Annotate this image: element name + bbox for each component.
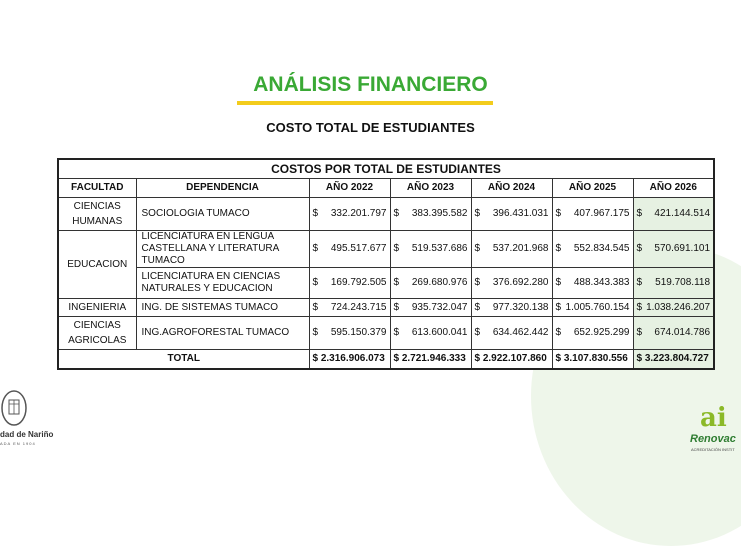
university-founded: ADA EN 1904	[0, 441, 36, 446]
value-cell: $ 935.732.047	[390, 299, 471, 317]
column-header-2023: AÑO 2023	[390, 179, 471, 198]
facultad-cell: INGENIERIA	[58, 299, 136, 317]
column-header-2022: AÑO 2022	[309, 179, 390, 198]
facultad-cell: EDUCACION	[58, 231, 136, 299]
value-cell: $ 613.600.041	[390, 317, 471, 350]
facultad-cell: CIENCIAS HUMANAS	[58, 198, 136, 231]
dependencia-cell: LICENCIATURA EN LENGUA CASTELLANA Y LITERATURA TUMACO	[136, 231, 309, 268]
total-label: TOTAL	[58, 350, 309, 370]
facultad-cell: CIENCIAS AGRICOLAS	[58, 317, 136, 350]
value-cell: $ 595.150.379	[309, 317, 390, 350]
dependencia-cell: ING. DE SISTEMAS TUMACO	[136, 299, 309, 317]
value-cell: $ 169.792.505	[309, 268, 390, 299]
dependencia-cell: SOCIOLOGIA TUMACO	[136, 198, 309, 231]
costs-table	[57, 158, 715, 370]
table-row	[58, 299, 714, 317]
value-cell: $ 488.343.383	[552, 268, 633, 299]
column-header-2026: AÑO 2026	[633, 179, 714, 198]
column-header-2025: AÑO 2025	[552, 179, 633, 198]
value-cell: $ 421.144.514	[633, 198, 714, 231]
accreditation-subtitle: ACREDITACIÓN INSTIT	[691, 447, 735, 452]
value-cell: $ 674.014.786	[633, 317, 714, 350]
university-seal-icon	[0, 388, 28, 428]
dependencia-cell: ING.AGROFORESTAL TUMACO	[136, 317, 309, 350]
column-header-row	[58, 179, 714, 198]
value-cell: $ 570.691.101	[633, 231, 714, 268]
value-cell: $ 977.320.138	[471, 299, 552, 317]
value-cell: $ 376.692.280	[471, 268, 552, 299]
dependencia-cell: LICENCIATURA EN CIENCIAS NATURALES Y EDUCACION	[136, 268, 309, 299]
costs-table-container	[57, 158, 713, 370]
page-subtitle: COSTO TOTAL DE ESTUDIANTES	[266, 120, 475, 135]
value-cell: $ 269.680.976	[390, 268, 471, 299]
value-cell: $ 1.005.760.154	[552, 299, 633, 317]
value-cell: $ 537.201.968	[471, 231, 552, 268]
column-header-facultad: FACULTAD	[58, 179, 136, 198]
value-cell: $ 519.537.686	[390, 231, 471, 268]
value-cell: $ 724.243.715	[309, 299, 390, 317]
title-underline	[237, 101, 493, 105]
value-cell: $ 1.038.246.207	[633, 299, 714, 317]
column-header-2024: AÑO 2024	[471, 179, 552, 198]
total-value: $ 2.316.906.073	[309, 350, 390, 370]
value-cell: $ 383.395.582	[390, 198, 471, 231]
table-main-header: COSTOS POR TOTAL DE ESTUDIANTES	[58, 159, 714, 179]
total-value: $ 2.922.107.860	[471, 350, 552, 370]
page-title: ANÁLISIS FINANCIERO	[253, 73, 488, 96]
value-cell: $ 495.517.677	[309, 231, 390, 268]
total-value: $ 3.223.804.727	[633, 350, 714, 370]
accreditation-mark: ai	[700, 403, 727, 433]
total-value: $ 2.721.946.333	[390, 350, 471, 370]
value-cell: $ 407.967.175	[552, 198, 633, 231]
value-cell: $ 652.925.299	[552, 317, 633, 350]
university-name: dad de Nariño	[0, 430, 54, 439]
value-cell: $ 634.462.442	[471, 317, 552, 350]
university-logo	[0, 388, 70, 460]
table-row	[58, 317, 714, 350]
accreditation-name: Renovac	[690, 433, 736, 445]
total-value: $ 3.107.830.556	[552, 350, 633, 370]
table-row	[58, 231, 714, 268]
value-cell: $ 396.431.031	[471, 198, 552, 231]
value-cell: $ 332.201.797	[309, 198, 390, 231]
column-header-dependencia: DEPENDENCIA	[136, 179, 309, 198]
value-cell: $ 552.834.545	[552, 231, 633, 268]
table-row	[58, 268, 714, 299]
accreditation-logo	[688, 403, 741, 463]
table-row	[58, 198, 714, 231]
total-row	[58, 350, 714, 370]
value-cell: $ 519.708.118	[633, 268, 714, 299]
